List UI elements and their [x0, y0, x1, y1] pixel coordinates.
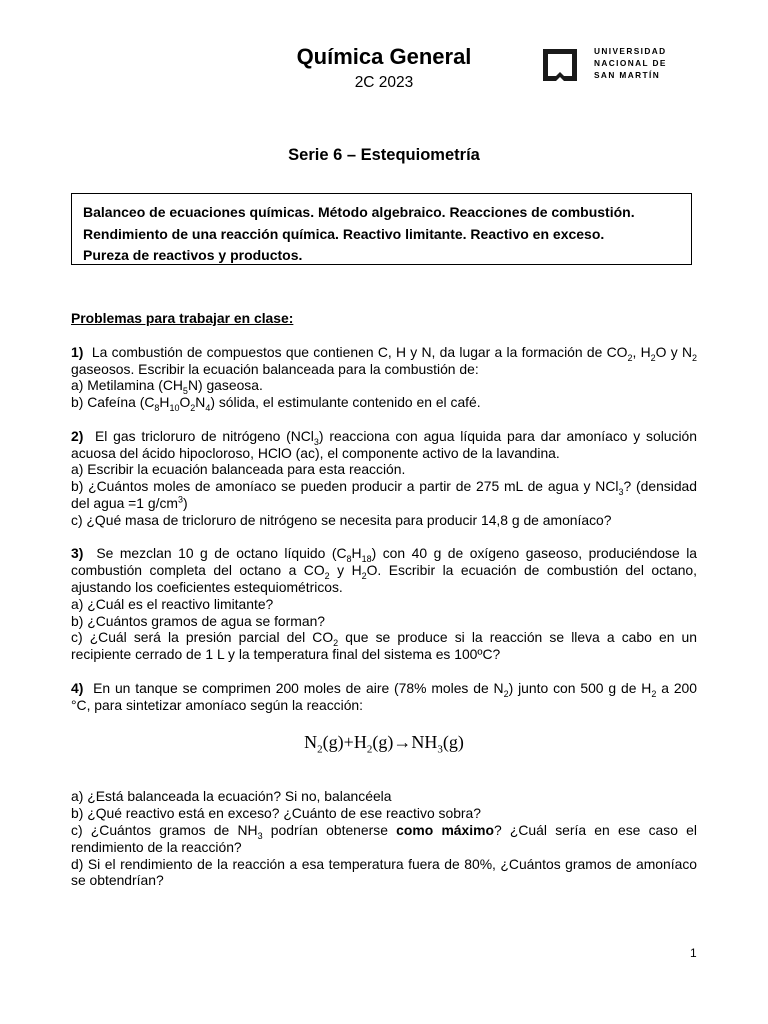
item-c — [71, 629, 697, 663]
subscript: 8 — [154, 402, 160, 413]
subscript: 2 — [692, 352, 698, 363]
subscript: 2 — [503, 688, 509, 699]
logo-line: NACIONAL DE — [594, 58, 667, 69]
subscript: 2 — [333, 638, 339, 649]
text: La combustión de compuestos que contienen C, H y N, da lugar a la formación de CO — [91, 343, 628, 360]
series-title: Serie 6 – Estequiometría — [288, 146, 480, 164]
text: + — [343, 732, 354, 753]
document-title: Química General — [296, 44, 472, 69]
text: El gas tricloruro de nitrógeno (NCl — [94, 427, 314, 444]
topic-line: Rendimiento de una reacción química. Reactivo limitante. Reactivo en exceso. — [83, 225, 605, 242]
page-number: 1 — [690, 946, 697, 960]
subscript: 3 — [437, 743, 443, 756]
text: a 200 °C, para sintetizar amoníaco según la reacción: — [71, 679, 697, 713]
text: ? ¿Cuál sería en ese caso el rendimiento de la reacción? — [71, 821, 697, 855]
text: ) — [182, 494, 188, 511]
item-c: c) ¿Qué masa de tricloruro de nitrógeno se necesita para producir 14,8 g de amoníaco? — [71, 511, 612, 528]
text: gaseosos. Escribir la ecuación balanceada para la combustión de: — [71, 360, 479, 377]
subscript: 3 — [618, 486, 624, 497]
subscript: 2 — [361, 570, 367, 581]
subscript: 5 — [182, 386, 188, 397]
text: que se produce si la reacción se lleva a cabo en un recipiente cerrado de 1 L y la temperatura final del sistema es 100ºC? — [71, 629, 697, 663]
book-logo-icon — [541, 46, 579, 84]
problems-section — [71, 310, 697, 889]
item-b — [71, 394, 697, 411]
problem-4 — [71, 680, 697, 889]
problem-number: 1) — [71, 343, 84, 360]
document-term: 2C 2023 — [354, 74, 414, 91]
text: N) gaseosa. — [187, 377, 263, 394]
problem-4-intro — [71, 680, 697, 714]
section-heading: Problemas para trabajar en clase: — [71, 310, 294, 326]
item-a — [71, 377, 697, 397]
subscript: 2 — [324, 570, 330, 581]
logo-line: SAN MARTÍN — [594, 70, 661, 81]
text: H — [351, 545, 362, 562]
logo-line: UNIVERSIDAD — [594, 46, 667, 56]
subscript: 2 — [627, 352, 633, 363]
subscript: 2 — [366, 743, 373, 756]
emphasis: como máximo — [396, 821, 494, 838]
topic-line: Pureza de reactivos y productos. — [83, 247, 303, 263]
topic-line: Balanceo de ecuaciones químicas. Método algebraico. Reacciones de combustión. — [83, 204, 635, 220]
text: c) ¿Cuál será la presión parcial del CO — [71, 629, 334, 646]
subscript: 2 — [651, 688, 657, 699]
subscript: 2 — [190, 402, 196, 413]
text: N — [304, 732, 318, 753]
subscript: 4 — [205, 402, 211, 413]
problem-number: 3) — [71, 545, 84, 562]
problem-2-intro — [71, 428, 697, 462]
text: H — [353, 732, 367, 753]
text: ? (densidad del agua =1 g/cm — [71, 478, 697, 511]
arrow-icon: → — [393, 732, 412, 753]
item-a: a) Escribir la ecuación balanceada para esta reacción. — [71, 461, 406, 478]
item-b: b) ¿Qué reactivo está en exceso? ¿Cuánto de ese reactivo sobra? — [71, 805, 481, 822]
item-d: d) Si el rendimiento de la reacción a esa temperatura fuera de 80%, ¿Cuántos gramos de amoníaco se obtendrían? — [71, 855, 697, 889]
subscript: 10 — [169, 402, 180, 413]
item-b: b) ¿Cuántos gramos de agua se forman? — [71, 612, 326, 629]
text: (g) — [372, 732, 394, 753]
text: ) con 40 g de oxígeno gaseoso, produciéndose la combustión completa del octano a CO — [71, 545, 698, 579]
text: O y N — [655, 343, 693, 360]
subscript: 3 — [257, 830, 263, 841]
item-a: a) ¿Está balanceada la ecuación? Si no, balancéela — [71, 788, 392, 805]
reaction-equation — [71, 713, 697, 771]
subscript: 2 — [317, 743, 323, 756]
problem-3 — [71, 545, 697, 663]
problem-1 — [71, 344, 697, 411]
item-a: a) ¿Cuál es el reactivo limitante? — [71, 595, 274, 612]
text: O. Escribir la ecuación de combustión del octano, ajustando los coeficientes estequiométricos. — [71, 562, 697, 595]
text: , H — [632, 343, 651, 360]
text: NH — [411, 732, 438, 753]
text: (g) — [442, 732, 464, 753]
text: ) reacciona con agua líquida para dar amoníaco y solución acuosa del ácido hipocloroso, HClO (ac), el componente activo de la lavandina. — [71, 427, 698, 461]
text: N — [195, 394, 206, 411]
text: O — [179, 394, 191, 411]
text: (g) — [322, 732, 344, 753]
text: ) junto con 500 g de H — [508, 679, 652, 696]
subscript: 2 — [650, 352, 656, 363]
superscript: 3 — [177, 494, 183, 505]
text: b) Cafeína (C — [71, 394, 155, 411]
topics-box — [71, 193, 692, 265]
item-c — [71, 822, 697, 856]
text: a) Metilamina (CH — [71, 377, 183, 394]
subscript: 3 — [313, 436, 319, 447]
problem-number: 4) — [71, 679, 84, 696]
text: y H — [329, 562, 362, 579]
item-b — [71, 478, 697, 512]
university-logo — [541, 45, 671, 85]
problem-1-intro — [71, 344, 697, 378]
logo-wordmark — [594, 45, 667, 82]
text: Se mezclan 10 g de octano líquido (C — [96, 545, 347, 562]
text: ) sólida, el estimulante contenido en el café. — [210, 394, 481, 411]
text: H — [159, 394, 170, 411]
text: podrían obtenerse — [262, 821, 397, 838]
subscript: 18 — [361, 554, 372, 565]
problem-2 — [71, 428, 697, 529]
text: c) ¿Cuántos gramos de NH — [71, 821, 258, 838]
subscript: 8 — [346, 554, 352, 565]
problem-3-intro — [71, 545, 697, 595]
text: b) ¿Cuántos moles de amoníaco se pueden producir a partir de 275 mL de agua y NCl — [71, 478, 619, 495]
problem-number: 2) — [71, 427, 84, 444]
text: En un tanque se comprimen 200 moles de aire (78% moles de N — [93, 679, 504, 696]
